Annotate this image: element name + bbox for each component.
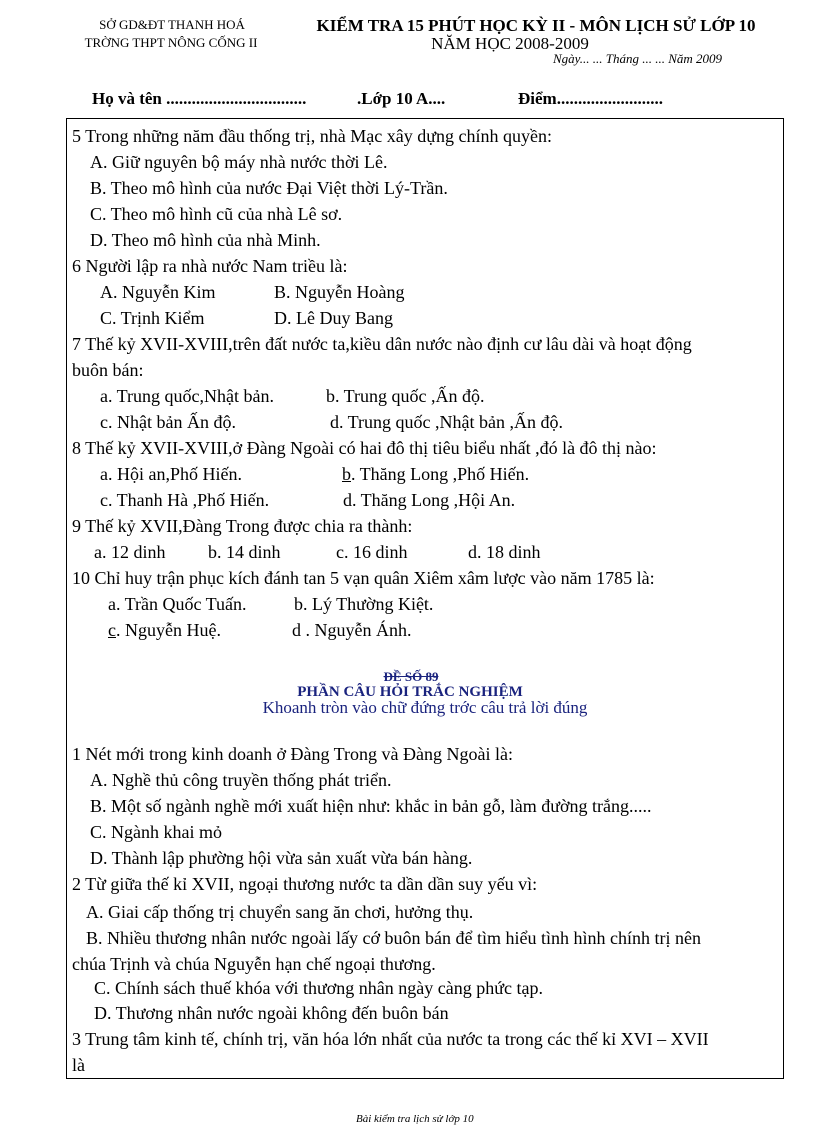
question-6: 6 Người lập ra nhà nước Nam triều là: bbox=[72, 256, 348, 276]
student-name-field: Họ và tên ................................. bbox=[92, 89, 307, 108]
answer-5c: C. Theo mô hình cũ của nhà Lê sơ. bbox=[90, 204, 343, 224]
section-title: PHẦN CÂU HỎI TRẮC NGHIỆM bbox=[297, 684, 523, 700]
answer-5b: B. Theo mô hình của nước Đại Việt thời Lý-Trần. bbox=[90, 178, 448, 198]
question-7-cont: buôn bán: bbox=[72, 360, 144, 380]
answer-2b-cont: chúa Trịnh và chúa Nguyễn hạn chế ngoại thương. bbox=[72, 954, 436, 974]
answer-2c: C. Chính sách thuế khóa với thương nhân ngày càng phức tạp. bbox=[94, 978, 543, 998]
exam-code: ĐỀ SỐ 89 bbox=[383, 669, 439, 684]
answer-5d: D. Theo mô hình của nhà Minh. bbox=[90, 230, 321, 250]
answer-10b: b. Lý Thường Kiệt. bbox=[294, 594, 434, 614]
question-7: 7 Thế kỷ XVII-XVIII,trên đất nước ta,kiều dân nước nào định cư lâu dài và hoạt động bbox=[72, 334, 692, 354]
question-10: 10 Chỉ huy trận phục kích đánh tan 5 vạn quân Xiêm xâm lược vào năm 1785 là: bbox=[72, 568, 655, 588]
answer-9b: b. 14 dinh bbox=[208, 542, 281, 562]
answer-6d: D. Lê Duy Bang bbox=[274, 308, 393, 328]
exam-date: Ngày... ... Tháng ... ... Năm 2009 bbox=[553, 51, 723, 66]
exam-title: KIỂM TRA 15 PHÚT HỌC KỲ II - MÔN LỊCH SỬ LỚP 10 bbox=[316, 16, 756, 35]
answer-6b: B. Nguyễn Hoàng bbox=[274, 282, 405, 302]
answer-7d: d. Trung quốc ,Nhật bản ,Ấn độ. bbox=[330, 412, 563, 432]
answer-10c-letter: c bbox=[108, 620, 116, 640]
answer-1a: A. Nghề thủ công truyền thống phát triển. bbox=[90, 770, 392, 790]
answer-8c: c. Thanh Hà ,Phố Hiến. bbox=[100, 490, 270, 510]
school-name: TRỜNG THPT NÔNG CỐNG II bbox=[84, 35, 258, 50]
question-1: 1 Nét mới trong kinh doanh ở Đàng Trong và Đàng Ngoài là: bbox=[72, 744, 513, 764]
question-2: 2 Từ giữa thế kỉ XVII, ngoại thương nước ta dần dần suy yếu vì: bbox=[72, 874, 538, 894]
answer-8b-text: . Thăng Long ,Phố Hiến. bbox=[351, 464, 530, 484]
answer-10c-text: . Nguyễn Huệ. bbox=[116, 620, 221, 640]
answer-8a: a. Hội an,Phố Hiến. bbox=[100, 464, 242, 484]
answer-6c: C. Trịnh Kiểm bbox=[100, 308, 205, 328]
answer-10a: a. Trần Quốc Tuấn. bbox=[108, 594, 247, 614]
answer-2b: B. Nhiều thương nhân nước ngoài lấy cớ buôn bán để tìm hiểu tình hình chính trị nên bbox=[86, 928, 701, 948]
answer-9c: c. 16 dinh bbox=[336, 542, 408, 562]
answer-1d: D. Thành lập phường hội vừa sản xuất vừa bán hàng. bbox=[90, 848, 473, 868]
answer-5a: A. Giữ nguyên bộ máy nhà nước thời Lê. bbox=[90, 152, 388, 172]
answer-10c bbox=[108, 620, 221, 641]
department-name: SỞ GD&ĐT THANH HOÁ bbox=[99, 17, 245, 32]
answer-10d: d . Nguyễn Ánh. bbox=[292, 620, 412, 640]
answer-6a: A. Nguyễn Kim bbox=[100, 282, 216, 302]
answer-7a: a. Trung quốc,Nhật bản. bbox=[100, 386, 274, 406]
answer-9a: a. 12 dinh bbox=[94, 542, 166, 562]
answer-2d: D. Thương nhân nước ngoài không đến buôn bán bbox=[94, 1003, 449, 1023]
answer-8b-letter: b bbox=[342, 464, 351, 484]
answer-7c: c. Nhật bản Ấn độ. bbox=[100, 412, 236, 432]
page-footer: Bài kiểm tra lịch sử lớp 10 bbox=[356, 1113, 474, 1125]
question-3-cont: là bbox=[72, 1055, 85, 1075]
question-8: 8 Thế kỷ XVII-XVIII,ở Đàng Ngoài có hai đô thị tiêu biểu nhất ,đó là đô thị nào: bbox=[72, 438, 657, 458]
answer-8b bbox=[342, 464, 529, 485]
question-5: 5 Trong những năm đầu thống trị, nhà Mạc xây dựng chính quyền: bbox=[72, 126, 552, 146]
question-9: 9 Thế kỷ XVII,Đàng Trong được chia ra thành: bbox=[72, 516, 413, 536]
answer-2a: A. Giai cấp thống trị chuyển sang ăn chơi, hưởng thụ. bbox=[86, 902, 474, 922]
answer-1c: C. Ngành khai mỏ bbox=[90, 822, 222, 842]
answer-1b: B. Một số ngành nghề mới xuất hiện như: khắc in bản gỗ, làm đường trắng..... bbox=[90, 796, 652, 816]
question-3: 3 Trung tâm kinh tế, chính trị, văn hóa lớn nhất của nước ta trong các thế kỉ XVI – XVII bbox=[72, 1029, 709, 1049]
answer-7b: b. Trung quốc ,Ấn độ. bbox=[326, 386, 485, 406]
answer-8d: d. Thăng Long ,Hội An. bbox=[343, 490, 516, 510]
answer-9d: d. 18 dinh bbox=[468, 542, 541, 562]
school-year: NĂM HỌC 2008-2009 bbox=[431, 34, 589, 53]
score-field: Điểm......................... bbox=[518, 89, 663, 108]
section-instruction: Khoanh tròn vào chữ đứng trớc câu trả lời đúng bbox=[262, 698, 588, 717]
class-field: .Lớp 10 A.... bbox=[357, 89, 446, 108]
